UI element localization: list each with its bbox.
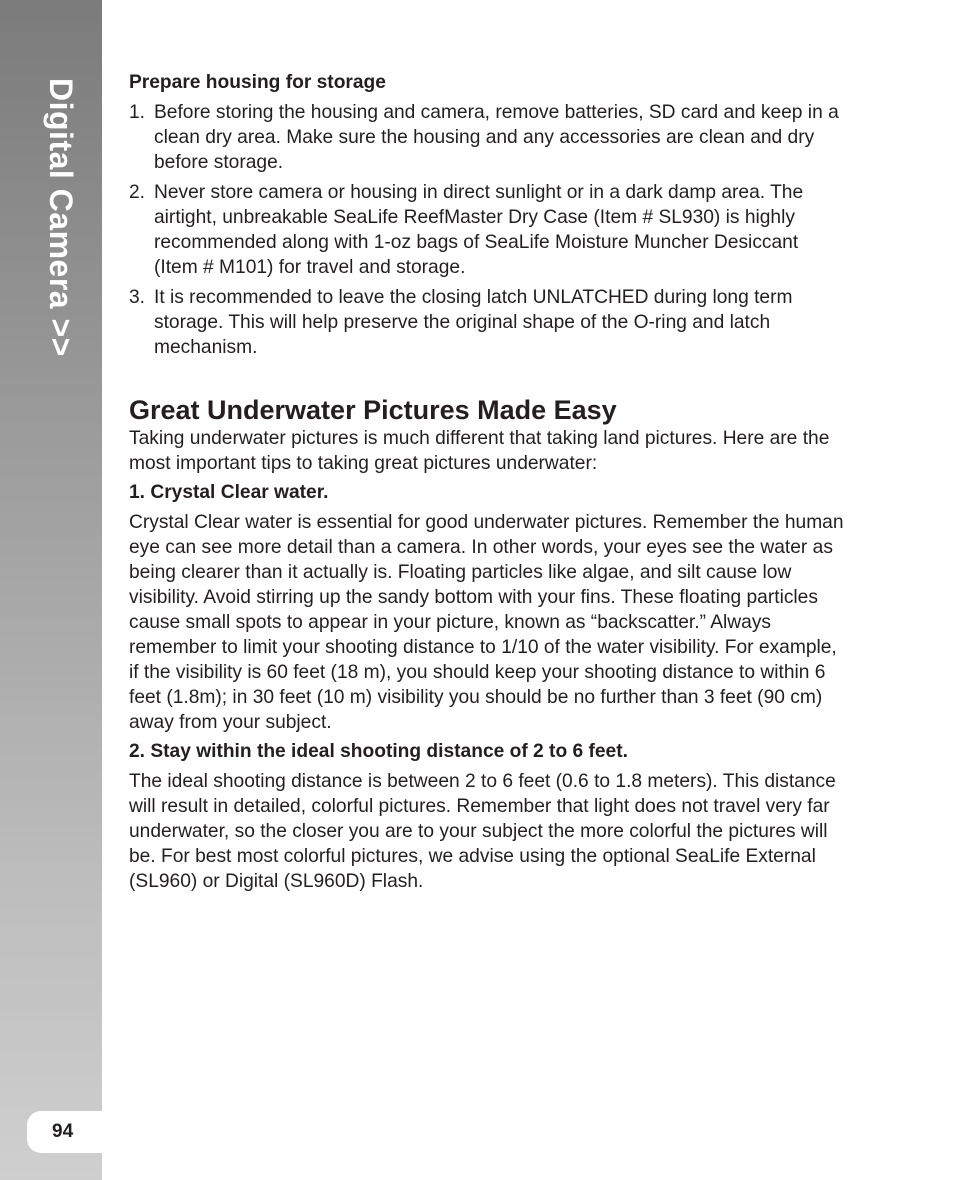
side-bar: [0, 0, 102, 1180]
tip-body: The ideal shooting distance is between 2 to 6 feet (0.6 to 1.8 meters). This distance will result in detailed, colorful pictures. Remember that light does not travel very far underwater, so the closer you are to your subject the more colorful the pictures will be. For best most colorful pictures, we advise using the optional SeaLife External (SL960) or Digital (SL960D) Flash.: [129, 771, 836, 892]
intro-paragraph: Taking underwater pictures is much different that taking land pictures. Here are the most important tips to taking great pictures underwater:: [129, 428, 830, 474]
list-item-text: It is recommended to leave the closing latch UNLATCHED during long term storage. This will help preserve the original shape of the O-ring and latch mechanism.: [154, 287, 793, 358]
tip-heading: 2. Stay within the ideal shooting distance of 2 to 6 feet.: [129, 741, 628, 762]
tip-body: Crystal Clear water is essential for good underwater pictures. Remember the human eye can see more detail than a camera. In other words, your eyes see the water as being clearer than it actually is. Floating particles like algae, and silt cause low visibility. Avoid stirring up the sandy bottom with your fins. These floating particles cause small spots to appear in your picture, known as “backscatter.” Always remember to limit your shooting distance to 1/10 of the water visibility. For example, if the visibility is 60 feet (18 m), you should keep your shooting distance to within 6 feet (1.8m); in 30 feet (10 m) visibility you should be no further than 3 feet (90 cm) away from your subject.: [129, 512, 844, 733]
storage-heading: Prepare housing for storage: [129, 72, 386, 93]
side-section-title: Digital Camera >>: [43, 78, 79, 357]
storage-list-item: [129, 285, 844, 360]
page-content: [129, 70, 844, 898]
list-item-number: 3.: [129, 287, 146, 308]
page-number: 94: [52, 1121, 74, 1142]
list-item-number: 1.: [129, 102, 146, 123]
tip-heading: 1. Crystal Clear water.: [129, 482, 329, 503]
list-item-number: 2.: [129, 182, 146, 203]
section-title: Great Underwater Pictures Made Easy: [129, 395, 617, 425]
storage-list-item: [129, 100, 844, 175]
list-item-text: Never store camera or housing in direct sunlight or in a dark damp area. The airtight, unbreakable SeaLife ReefMaster Dry Case (Item # SL930) is highly recommended along with 1-oz bags of SeaLife Moisture Muncher Desiccant (Item # M101) for travel and storage.: [154, 182, 804, 278]
list-item-text: Before storing the housing and camera, remove batteries, SD card and keep in a clean dry area. Make sure the housing and any accessories are clean and dry before storage.: [154, 102, 839, 173]
storage-list-item: [129, 180, 844, 280]
